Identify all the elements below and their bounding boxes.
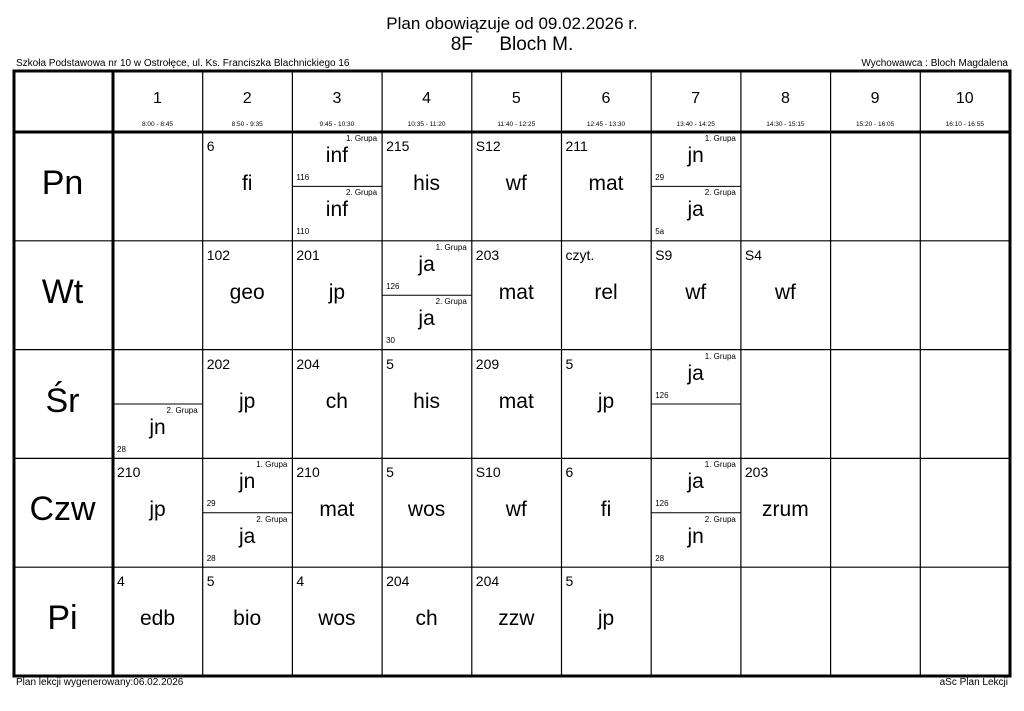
lesson-room: S4	[744, 246, 763, 263]
group-label: 1. Grupa	[435, 242, 467, 252]
lesson-room: 203	[475, 246, 500, 263]
school-name: Szkoła Podstawowa nr 10 w Ostrołęce, ul. Ks. Franciszka Blachnickiego 16	[16, 58, 350, 69]
lesson-room: 210	[117, 464, 141, 481]
lesson-subject: wos	[407, 498, 446, 522]
timetable-frame	[14, 71, 1010, 676]
lesson-room: 5	[565, 355, 574, 372]
lesson-subject: mat	[588, 172, 624, 195]
lesson-room: 126	[655, 499, 669, 509]
lesson-subject: inf	[325, 198, 348, 222]
group-label: 2. Grupa	[166, 406, 198, 415]
lesson-subject: zrum	[762, 498, 809, 522]
period-time: 13:40 - 14:25	[676, 121, 715, 128]
period-time: 11:40 - 12:25	[497, 121, 536, 128]
day-name: Pi	[47, 599, 78, 638]
lesson-subject: jp	[597, 389, 615, 413]
period-time: 16:10 - 16:55	[945, 121, 984, 128]
lesson-room: 5	[386, 355, 394, 372]
period-time: 15:20 - 16:05	[855, 121, 895, 128]
lesson-room: 201	[296, 246, 320, 263]
teacher-short: Bloch M.	[499, 34, 574, 55]
lesson-room: 204	[386, 573, 410, 590]
lesson-subject: ja	[687, 361, 704, 385]
lesson-room: 5	[206, 573, 215, 590]
lesson-room: 6	[206, 138, 215, 154]
lesson-room: 204	[296, 355, 320, 372]
day-name: Czw	[29, 490, 96, 529]
lesson-room: 30	[386, 336, 395, 346]
lesson-subject: ch	[415, 607, 438, 631]
period-number: 2	[242, 90, 252, 107]
period-time: 12:45 - 13:30	[586, 121, 626, 128]
lesson-room: 5	[386, 464, 394, 481]
day-name: Pn	[41, 164, 84, 202]
period-number: 10	[955, 90, 974, 107]
lesson-room: 210	[296, 464, 320, 481]
generated-date: Plan lekcji wygenerowany:06.02.2026	[16, 677, 184, 688]
lesson-subject: his	[413, 389, 441, 413]
group-label: 1. Grupa	[704, 134, 736, 143]
lesson-subject: mat	[319, 498, 355, 522]
period-number: 3	[332, 90, 342, 107]
period-time: 9:45 - 10:30	[319, 121, 355, 128]
lesson-subject: jp	[597, 607, 615, 631]
lesson-room: czyt.	[565, 246, 595, 263]
lesson-subject: jn	[149, 416, 166, 439]
lesson-room: 5a	[655, 227, 665, 237]
lesson-subject: ch	[325, 389, 348, 413]
class-name: 8F	[450, 34, 473, 55]
group-label: 1. Grupa	[345, 134, 378, 143]
day-name: Wt	[41, 272, 84, 311]
lesson-subject: ja	[687, 470, 704, 494]
group-label: 1. Grupa	[704, 460, 736, 470]
group-label: 2. Grupa	[435, 297, 467, 307]
lesson-room: 209	[475, 355, 500, 372]
lesson-subject: his	[413, 172, 441, 195]
group-label: 2. Grupa	[704, 188, 736, 198]
lesson-subject: jn	[687, 144, 704, 167]
lesson-subject: mat	[498, 280, 534, 304]
lesson-subject: edb	[139, 607, 176, 631]
period-number: 7	[691, 90, 701, 107]
lesson-subject: jp	[239, 389, 256, 413]
period-time: 8:50 - 9:35	[231, 121, 263, 128]
class-tutor: Wychowawca : Bloch Magdalena	[861, 58, 1008, 69]
group-label: 2. Grupa	[345, 188, 378, 198]
period-number: 5	[511, 90, 521, 107]
plan-validity-title: Plan obowiązuje od 09.02.2026 r.	[386, 14, 638, 33]
lesson-subject: rel	[594, 280, 618, 304]
lesson-room: 110	[296, 227, 310, 237]
lesson-subject: wf	[774, 280, 796, 304]
lesson-room: 116	[296, 173, 310, 182]
lesson-subject: wf	[505, 172, 527, 195]
lesson-subject: mat	[498, 389, 534, 413]
lesson-subject: inf	[325, 144, 348, 167]
lesson-room: S10	[475, 464, 501, 481]
lesson-room: 126	[386, 281, 400, 291]
period-time: 8:00 - 8:45	[141, 121, 174, 128]
lesson-room: 203	[744, 464, 769, 481]
lesson-subject: fi	[600, 498, 612, 522]
lesson-room: 5	[565, 573, 574, 590]
lesson-subject: ja	[687, 198, 704, 222]
lesson-room: 28	[655, 553, 665, 563]
lesson-room: 4	[296, 573, 305, 590]
period-time: 14:30 - 15:15	[766, 121, 805, 128]
lesson-subject: bio	[233, 607, 262, 631]
group-label: 1. Grupa	[704, 351, 736, 361]
lesson-room: 4	[117, 573, 125, 590]
lesson-room: 29	[655, 173, 665, 182]
period-number: 4	[422, 90, 432, 107]
period-number: 6	[601, 90, 611, 107]
lesson-room: 211	[565, 138, 588, 154]
lesson-subject: jn	[687, 524, 704, 548]
lesson-room: S12	[475, 138, 501, 154]
group-label: 2. Grupa	[256, 514, 288, 524]
lesson-room: 102	[206, 246, 231, 263]
software-brand: aSc Plan Lekcji	[939, 677, 1008, 688]
lesson-subject: ja	[418, 307, 435, 331]
period-number: 9	[870, 90, 880, 107]
lesson-room: 202	[206, 355, 231, 372]
lesson-room: 28	[117, 445, 126, 454]
lesson-subject: jn	[239, 470, 256, 494]
lesson-subject: wos	[318, 607, 356, 631]
lesson-subject: ja	[418, 252, 435, 276]
lesson-room: 215	[386, 138, 410, 154]
lesson-room: 126	[655, 390, 669, 400]
lesson-room: 6	[565, 464, 574, 481]
lesson-subject: jp	[149, 498, 166, 522]
lesson-room: 28	[206, 553, 216, 563]
lesson-subject: jp	[328, 280, 346, 304]
lesson-room: 204	[475, 573, 500, 590]
lesson-subject: wf	[685, 280, 707, 304]
group-label: 1. Grupa	[256, 460, 288, 470]
period-number: 1	[153, 90, 162, 107]
lesson-subject: geo	[229, 280, 265, 304]
lesson-subject: wf	[505, 498, 527, 522]
lesson-subject: ja	[239, 524, 256, 548]
period-time: 10:35 - 11:20	[407, 121, 446, 128]
day-name: Śr	[45, 381, 80, 420]
lesson-room: S9	[655, 246, 673, 263]
lesson-subject: zzw	[498, 607, 535, 631]
lesson-room: 29	[206, 499, 216, 509]
group-label: 2. Grupa	[704, 514, 736, 524]
lesson-subject: fi	[241, 172, 253, 195]
period-number: 8	[780, 90, 790, 107]
